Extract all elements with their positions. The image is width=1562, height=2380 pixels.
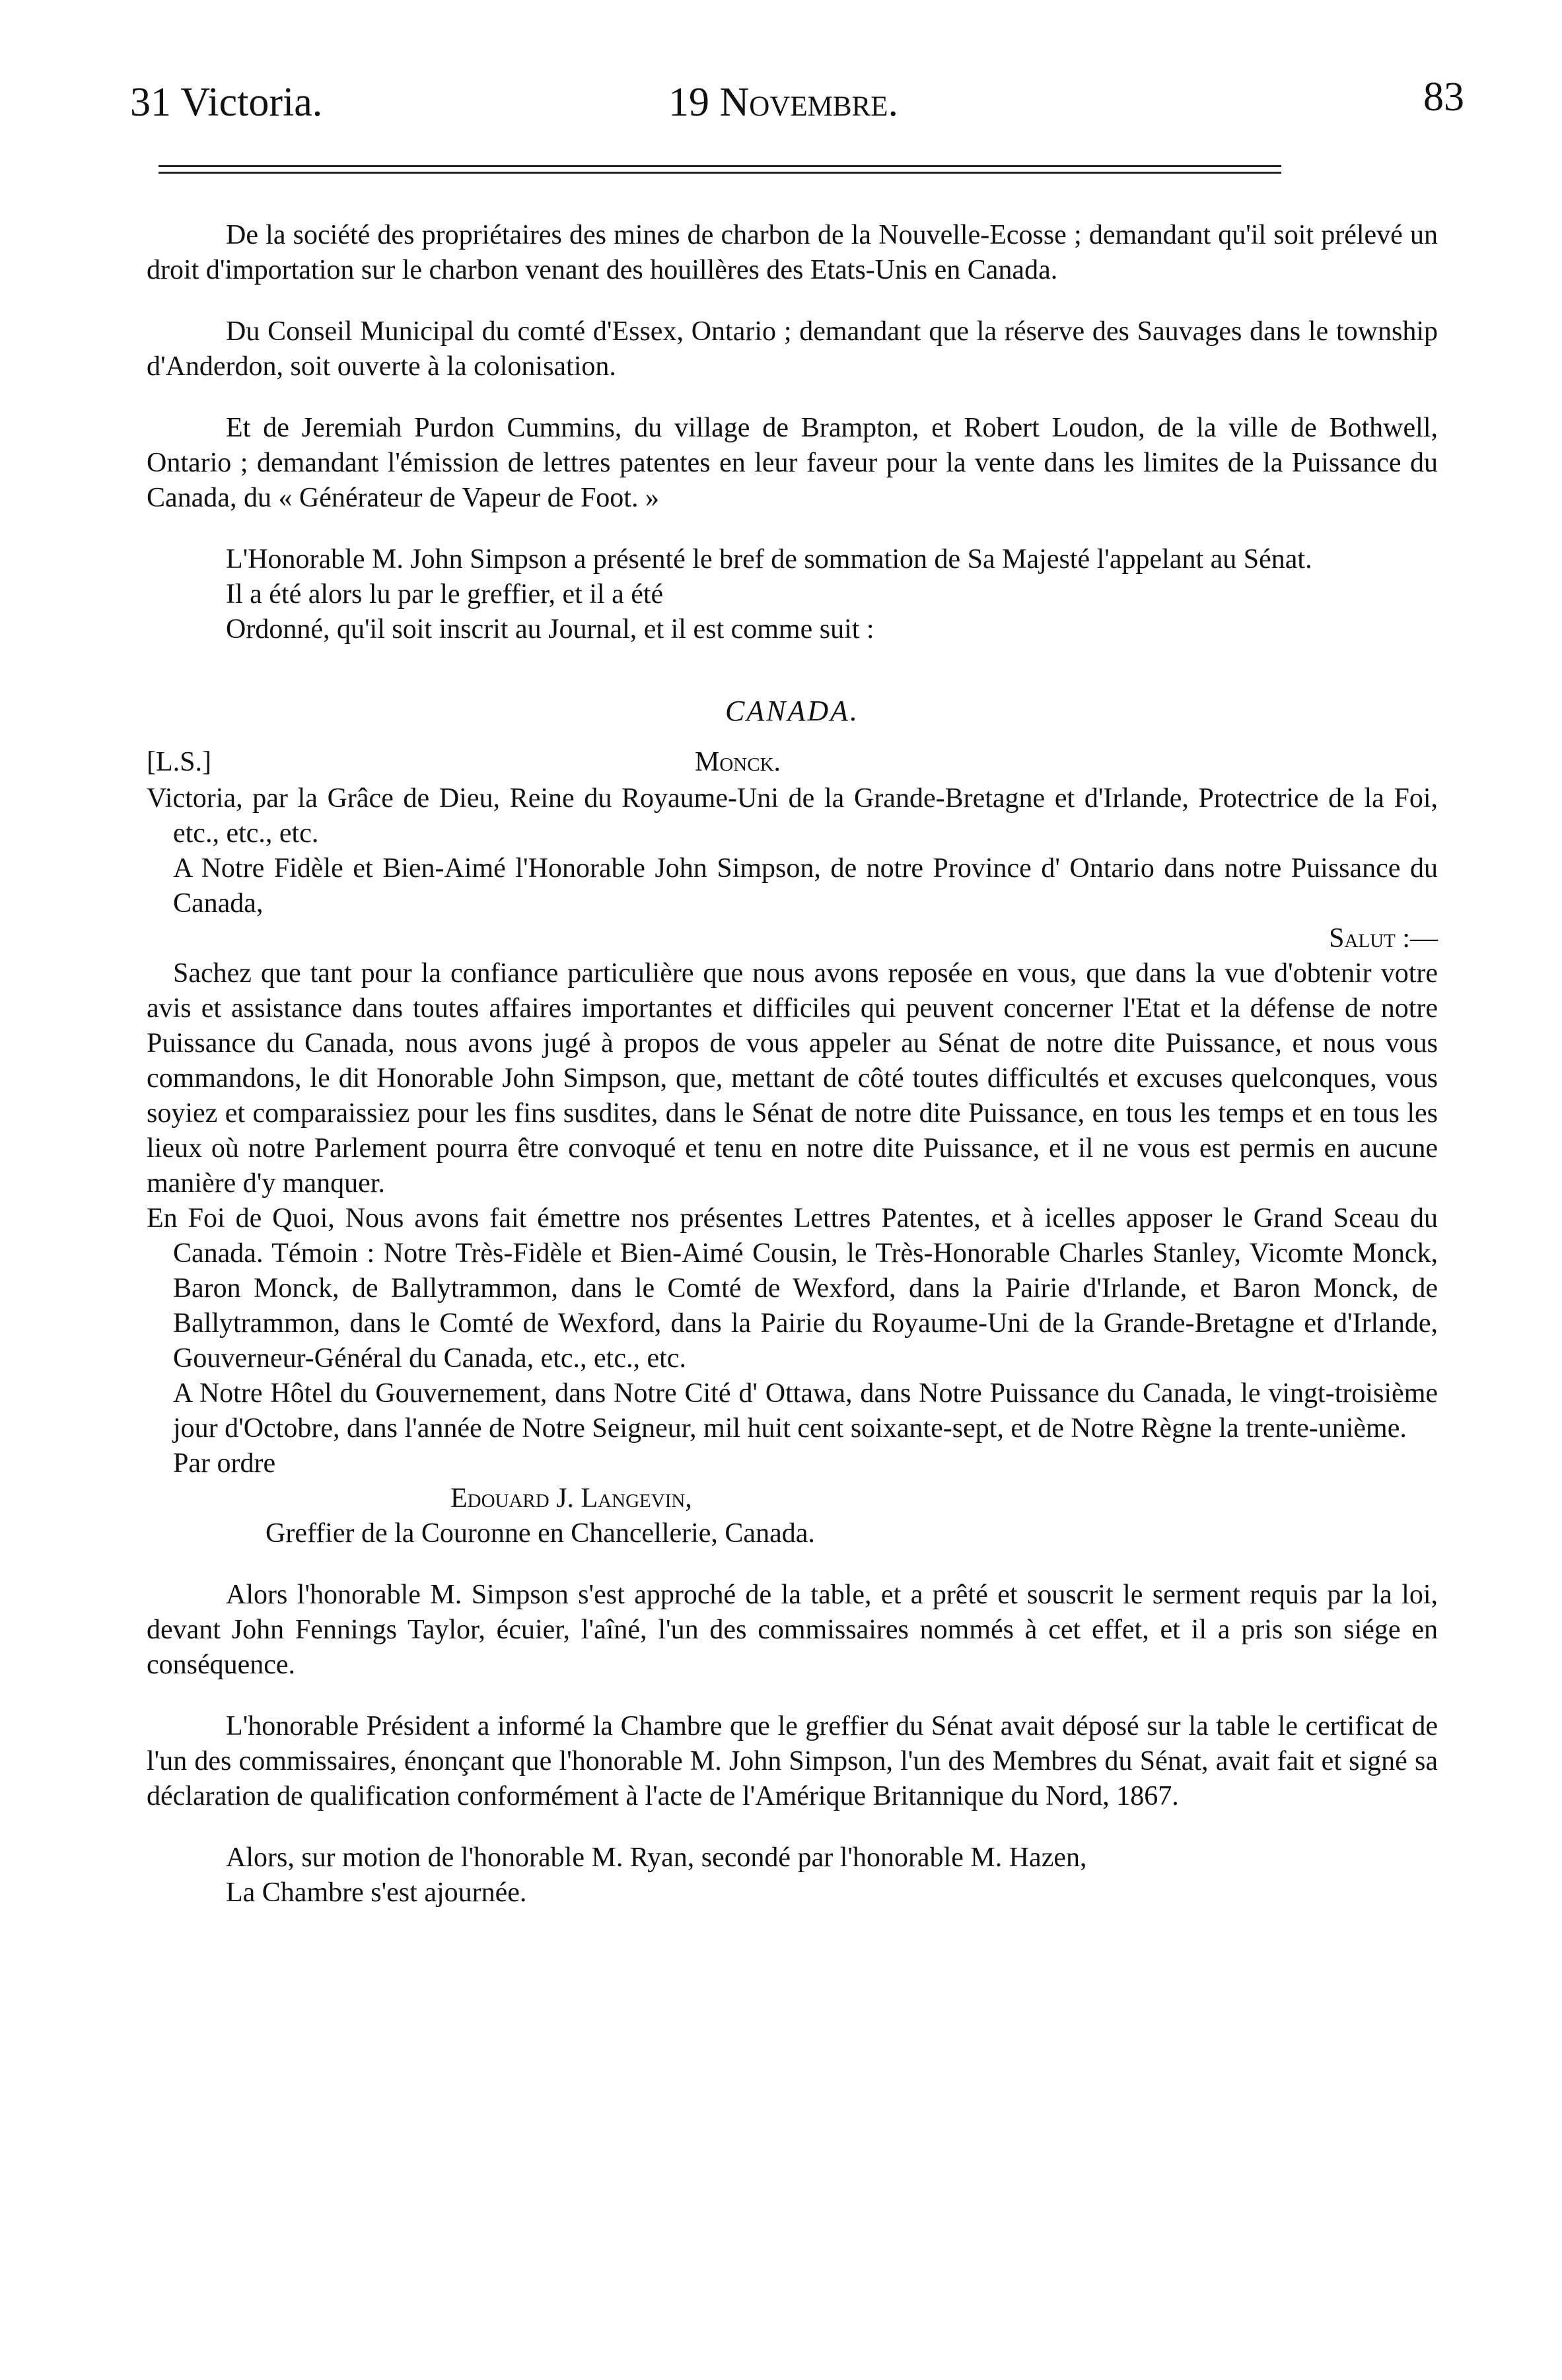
writ-sachez: Sachez que tant pour la confiance particulière que nous avons reposée en vous, que dans la vue d'obtenir votre avis et assistance dans toutes affaires importantes et difficiles qui peuvent concerner l'Etat et la défense de notre Puissance du Canada, nous avons jugé à propos de vous appeler au Sénat de notre dite Puissance, et nous vous commandons, le dit Honorable John Simpson, que, mettant de côté toutes difficultés et excuses quelconques, vous soyiez et comparaissiez pour les fins susdites, dans le Sénat de notre dite Puissance, en tous les temps et en tous les lieux où notre Parlement pourra être convoqué et tenu en notre dite Puissance, et il ne vous est permis en aucune manière d'y manquer. [147, 958, 1438, 1199]
paragraph-petition-essex: Du Conseil Municipal du comté d'Essex, Ontario ; demandant que la réserve des Sauvages dans le township d'Anderdon, soit ouverte à la colonisation. [147, 316, 1438, 382]
header-rule-top [159, 165, 1281, 167]
page-number: 83 [1423, 75, 1464, 120]
writ-heading-canada: CANADA. [725, 695, 860, 727]
paragraph-simpson-writ: L'Honorable M. John Simpson a présenté le bref de sommation de Sa Majesté l'appelant au Sénat. [226, 544, 1312, 575]
paragraph-read-by-clerk: Il a été alors lu par le greffier, et il a été [226, 579, 664, 610]
writ-salut: Salut :— [1329, 923, 1438, 954]
header-rule-bottom [159, 172, 1281, 174]
paragraph-petition-cummins: Et de Jeremiah Purdon Cummins, du village de Brampton, et Robert Loudon, de la ville de Bothwell, Ontario ; demandant l'émission de lettres patentes en leur faveur pour la vente dans les limites de la Puissance du Canada, du « Générateur de Vapeur de Foot. » [147, 413, 1438, 513]
paragraph-certificate: L'honorable Président a informé la Chambre que le greffier du Sénat avait déposé sur la table le certificat de l'un des commissaires, énonçant que l'honorable M. John Simpson, l'un des Membres du Sénat, avait fait et signé sa déclaration de qualification conformément à l'acte de l'Amérique Britannique du Nord, 1867. [147, 1711, 1438, 1811]
writ-signer: Edouard J. Langevin, [450, 1483, 692, 1514]
paragraph-adjourn-motion: Alors, sur motion de l'honorable M. Ryan, secondé par l'honorable M. Hazen, [226, 1842, 1087, 1873]
writ-en-foi: En Foi de Quoi, Nous avons fait émettre nos présentes Lettres Patentes, et à icelles apposer le Grand Sceau du Canada. Témoin : Notre Très-Fidèle et Bien-Aimé Cousin, le Très-Honorable Charles Stanley, Vicomte Monck, Baron Monck, de Ballytrammon, dans le Comté de Wexford, dans la Pairie d'Irlande, et Baron Monck, de Ballytrammon, dans le Comté de Wexford, dans la Pairie du Royaume-Uni de la Grande-Bretagne et d'Irlande, Gouverneur-Général du Canada, etc., etc., etc. [147, 1203, 1438, 1374]
header-regnal-year: 31 Victoria. [130, 80, 323, 125]
writ-victoria-title: Victoria, par la Grâce de Dieu, Reine du Royaume-Uni de la Grande-Bretagne et d'Irlande, Protectrice de la Foi, etc., etc., etc. [147, 783, 1438, 849]
running-header [130, 75, 1464, 139]
header-date: 19 Novembre. [668, 80, 899, 125]
writ-par-ordre: Par ordre [173, 1448, 276, 1479]
paragraph-oath: Alors l'honorable M. Simpson s'est approché de la table, et a prêté et souscrit le serment requis par la loi, devant John Fennings Taylor, écuier, l'aîné, l'un des commissaires nommés à cet effet, et il a pris son siége en conséquence. [147, 1580, 1438, 1680]
paragraph-adjourned: La Chambre s'est ajournée. [226, 1877, 527, 1908]
seal-mark: [L.S.] [147, 747, 211, 777]
writ-seal-row [147, 745, 1438, 781]
page [130, 75, 1464, 139]
page-body [147, 218, 1438, 1910]
writ-address: A Notre Fidèle et Bien-Aimé l'Honorable John Simpson, de notre Province d' Ontario dans notre Puissance du Canada, [173, 853, 1438, 919]
writ-signer-title: Greffier de la Couronne en Chancellerie, Canada. [266, 1518, 815, 1549]
paragraph-ordered: Ordonné, qu'il soit inscrit au Journal, et il est comme suit : [226, 614, 874, 645]
paragraph-petition-nova-scotia: De la société des propriétaires des mines de charbon de la Nouvelle-Ecosse ; demandant qu'il soit prélevé un droit d'importation sur le charbon venant des houillères des Etats-Unis en Canada. [147, 220, 1438, 285]
governor-signature: Monck. [695, 747, 781, 777]
writ-hotel: A Notre Hôtel du Gouvernement, dans Notre Cité d' Ottawa, dans Notre Puissance du Canada, le vingt-troisième jour d'Octobre, dans l'année de Notre Seigneur, mil huit cent soixante-sept, et de Notre Règne la trente-unième. [173, 1378, 1438, 1444]
